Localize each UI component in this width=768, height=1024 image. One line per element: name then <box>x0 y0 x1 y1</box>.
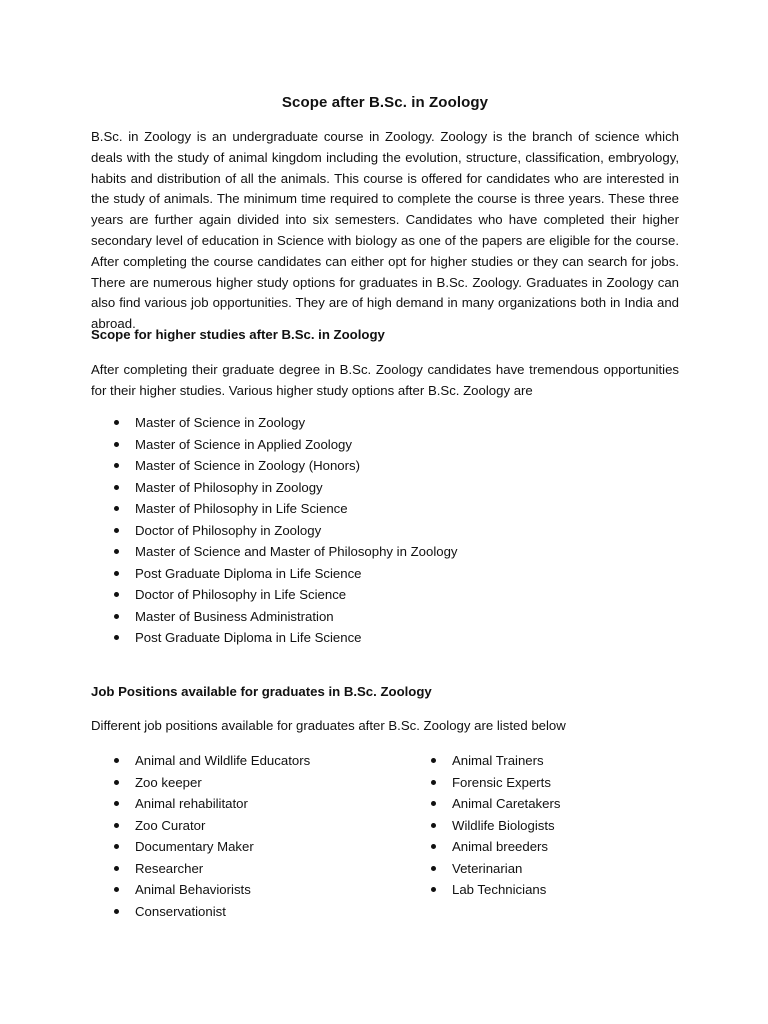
jobs-list-right <box>408 750 560 901</box>
list-item-label: Veterinarian <box>452 860 523 876</box>
list-item-label: Master of Science and Master of Philosophy in Zoology <box>135 544 458 559</box>
bullet-icon <box>114 463 119 468</box>
bullet-icon <box>114 823 119 828</box>
bullet-icon <box>431 758 436 763</box>
list-item-label: Researcher <box>135 860 204 876</box>
bullet-icon <box>431 887 436 892</box>
list-item-label: Documentary Maker <box>135 839 254 854</box>
jobs-paragraph: Different job positions available for graduates after B.Sc. Zoology are listed below <box>91 718 566 733</box>
list-item <box>91 541 458 563</box>
bullet-icon <box>114 887 119 892</box>
list-item-label: Animal Behaviorists <box>135 882 251 897</box>
list-item <box>91 627 458 649</box>
list-item <box>91 858 310 880</box>
list-item <box>408 772 560 794</box>
bullet-icon <box>114 909 119 914</box>
bullet-icon <box>114 758 119 763</box>
list-item-label: Animal and Wildlife Educators <box>135 753 311 768</box>
bullet-icon <box>114 614 119 619</box>
list-item-label: Animal Caretakers <box>452 796 561 811</box>
list-item <box>91 434 458 456</box>
bullet-icon <box>431 866 436 871</box>
list-item-label: Doctor of Philosophy in Zoology <box>135 522 322 538</box>
list-item <box>408 858 560 880</box>
list-item-label: Post Graduate Diploma in Life Science <box>135 565 362 581</box>
list-item <box>91 836 310 858</box>
higher-studies-paragraph: After completing their graduate degree in B.Sc. Zoology candidates have tremendous opportunities for their higher studies. Various higher study options after B.Sc. Zoology are <box>91 362 679 398</box>
list-item-label: Master of Science in Zoology <box>135 415 306 430</box>
list-item <box>408 836 560 858</box>
list-item-label: Doctor of Philosophy in Life Science <box>135 587 347 602</box>
bullet-icon <box>114 420 119 425</box>
bullet-icon <box>114 506 119 511</box>
bullet-icon <box>114 635 119 640</box>
list-item-label: Animal Trainers <box>452 753 544 768</box>
bullet-icon <box>114 442 119 447</box>
list-item <box>91 750 310 772</box>
list-item-label: Master of Science in Applied Zoology <box>135 436 352 452</box>
bullet-icon <box>114 866 119 871</box>
document-title: Scope after B.Sc. in Zoology <box>281 94 489 111</box>
jobs-heading: Job Positions available for graduates in B.Sc. Zoology <box>91 684 432 699</box>
list-item <box>91 520 458 542</box>
bullet-icon <box>431 801 436 806</box>
higher-studies-heading: Scope for higher studies after B.Sc. in Zoology <box>91 327 385 342</box>
list-item <box>91 477 458 499</box>
list-item <box>91 901 310 923</box>
list-item-label: Zoo Curator <box>135 817 206 833</box>
bullet-icon <box>114 844 119 849</box>
list-item <box>91 879 310 901</box>
bullet-icon <box>114 592 119 597</box>
list-item <box>408 815 560 837</box>
list-item-label: Master of Philosophy in Zoology <box>135 479 323 495</box>
list-item <box>408 793 560 815</box>
list-item <box>91 793 310 815</box>
list-item <box>91 815 310 837</box>
bullet-icon <box>431 844 436 849</box>
bullet-icon <box>114 571 119 576</box>
bullet-icon <box>431 780 436 785</box>
bullet-icon <box>114 801 119 806</box>
list-item <box>91 584 458 606</box>
list-item <box>91 563 458 585</box>
bullet-icon <box>114 780 119 785</box>
list-item-label: Conservationist <box>135 903 226 919</box>
list-item-label: Forensic Experts <box>452 774 551 790</box>
bullet-icon <box>431 823 436 828</box>
list-item <box>91 772 310 794</box>
list-item-label: Post Graduate Diploma in Life Science <box>135 630 362 645</box>
list-item <box>91 606 458 628</box>
list-item-label: Master of Philosophy in Life Science <box>135 501 348 516</box>
list-item-label: Zoo keeper <box>135 774 202 790</box>
higher-studies-list <box>91 412 458 649</box>
list-item <box>91 455 458 477</box>
list-item-label: Lab Technicians <box>452 882 547 897</box>
list-item-label: Master of Science in Zoology (Honors) <box>135 458 361 473</box>
list-item <box>91 498 458 520</box>
list-item-label: Animal breeders <box>452 839 549 854</box>
list-item-label: Wildlife Biologists <box>452 817 555 833</box>
bullet-icon <box>114 485 119 490</box>
bullet-icon <box>114 528 119 533</box>
bullet-icon <box>114 549 119 554</box>
intro-paragraph: B.Sc. in Zoology is an undergraduate course in Zoology. Zoology is the branch of science which deals with the study of animal kingdom including the evolution, structure, classification, embryology, habits and distribution of all the animals. This course is offered for candidates who are interested in the study of animals. The minimum time required to complete the course is three years. These three years are further again divided into six semesters. Candidates who have completed their higher secondary level of education in Science with biology as one of the papers are eligible for the course. After completing the course candidates can either opt for higher studies or they can search for jobs. There are numerous higher study options for graduates in B.Sc. Zoology. Graduates in Zoology can also find various job opportunities. They are of high demand in many organizations both in India and abroad. <box>91 129 679 332</box>
list-item <box>91 412 458 434</box>
list-item-label: Master of Business Administration <box>135 608 334 624</box>
list-item <box>408 879 560 901</box>
list-item <box>408 750 560 772</box>
list-item-label: Animal rehabilitator <box>135 796 248 811</box>
jobs-list-left <box>91 750 310 922</box>
